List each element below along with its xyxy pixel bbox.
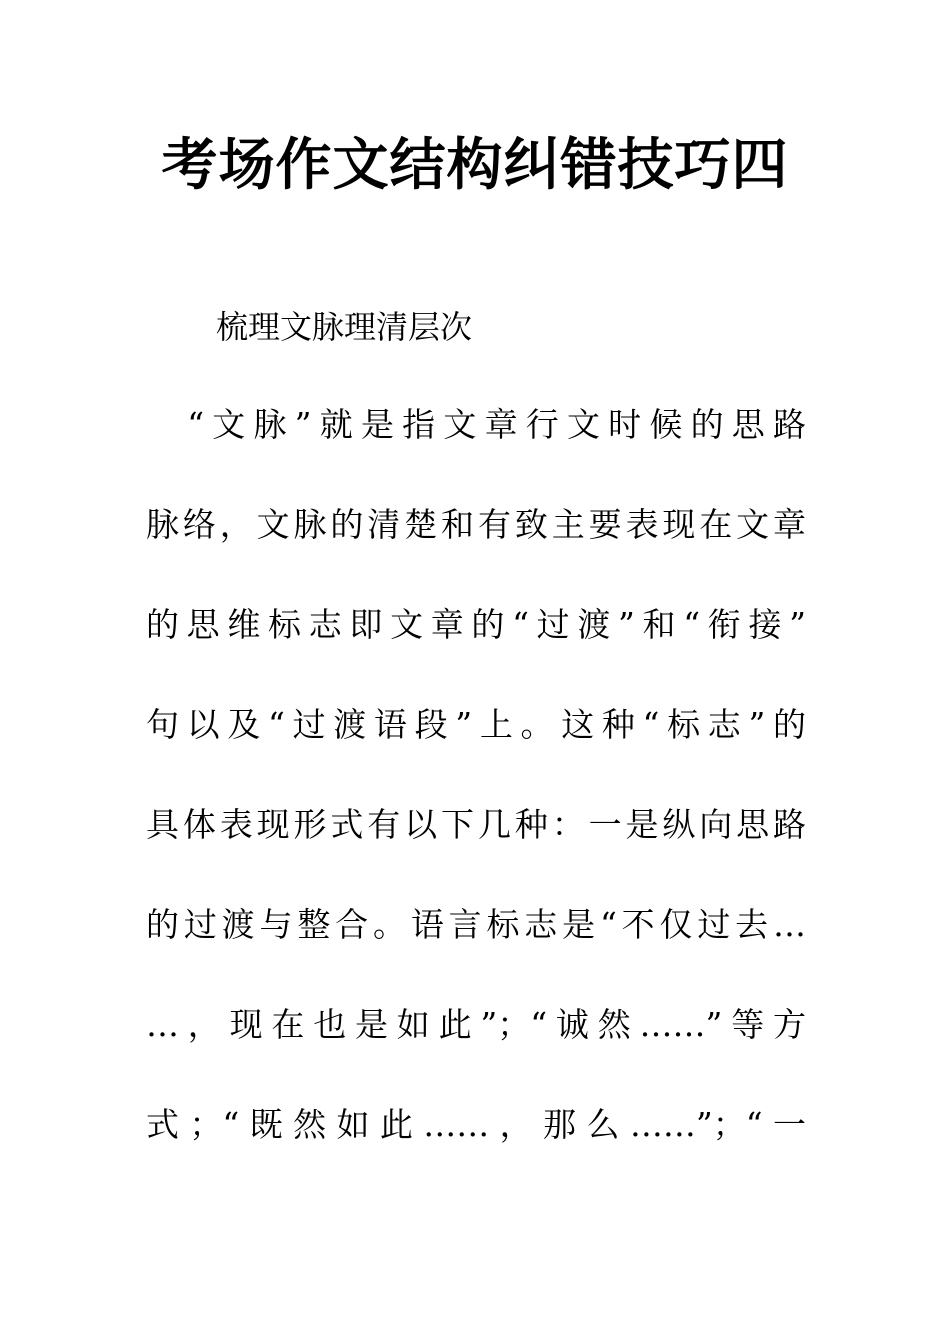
- body-line: “文脉”就是指文章行文时候的思路: [146, 405, 806, 444]
- body-paragraph: [146, 400, 806, 1200]
- body-line: 的过渡与整合。语言标志是“不仅过去…: [146, 905, 806, 944]
- body-line: 的思维标志即文章的“过渡”和“衔接”: [146, 605, 806, 644]
- body-line: …，现在也是如此”；“诚然……”等方: [146, 1005, 806, 1044]
- section-subheading: 梳理文脉理清层次: [216, 308, 473, 346]
- body-line: 脉络，文脉的清楚和有致主要表现在文章: [146, 505, 806, 544]
- document-title: 考场作文结构纠错技巧四: [161, 133, 789, 198]
- body-line: 式；“既然如此……，那么……”；“一: [146, 1105, 806, 1144]
- body-line: 句以及“过渡语段”上。这种“标志”的: [146, 705, 806, 744]
- body-line: 具体表现形式有以下几种：一是纵向思路: [146, 805, 806, 844]
